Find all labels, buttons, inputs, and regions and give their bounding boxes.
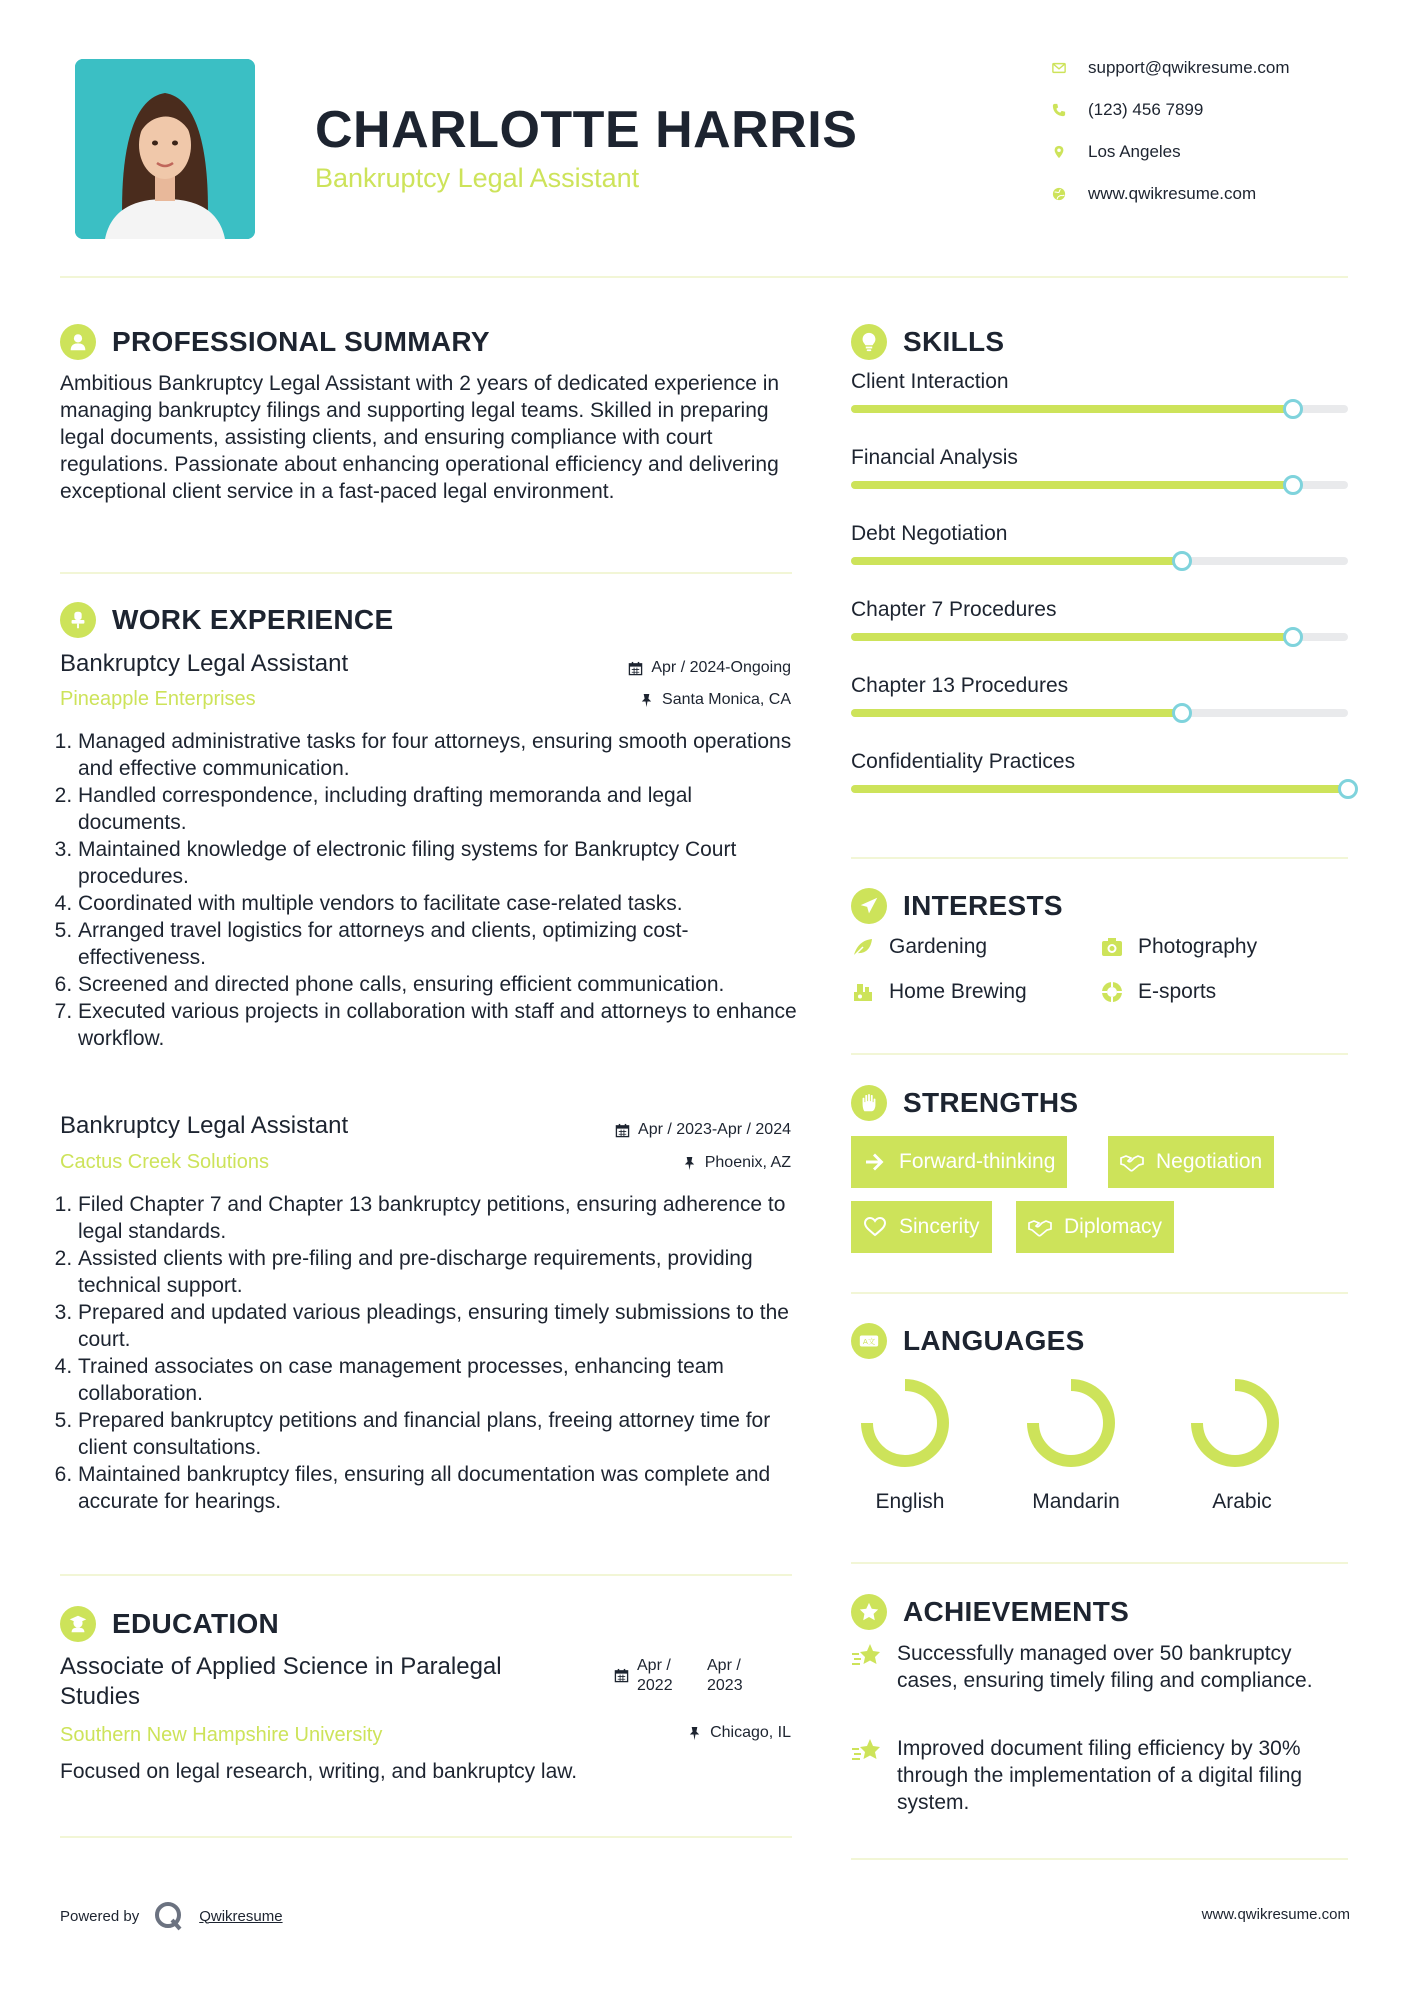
skill-name: Confidentiality Practices bbox=[851, 750, 1076, 773]
skill-bar-track bbox=[851, 709, 1348, 717]
interest-item-esports bbox=[1100, 980, 1216, 1004]
interests-divider bbox=[851, 1053, 1348, 1055]
gamepad-icon bbox=[1100, 980, 1124, 1004]
strengths-divider bbox=[851, 1292, 1348, 1294]
education-dates bbox=[614, 1656, 769, 1696]
contact-email[interactable] bbox=[1052, 58, 1352, 78]
interest-item-photography bbox=[1100, 935, 1257, 959]
experience-divider bbox=[60, 1574, 792, 1576]
education-start: Apr / 2022 bbox=[637, 1657, 673, 1694]
strength-label: Diplomacy bbox=[1064, 1215, 1163, 1238]
handshake-icon bbox=[1028, 1215, 1052, 1239]
strength-chip-negotiation bbox=[1108, 1136, 1274, 1188]
job-1-date-text: Apr / 2024-Ongoing bbox=[651, 659, 791, 676]
languages-heading-text: LANGUAGES bbox=[903, 1325, 1085, 1356]
skill-bar-track bbox=[851, 633, 1348, 641]
language-level-arc bbox=[867, 1385, 943, 1461]
hand-icon bbox=[851, 1085, 887, 1121]
language-name: Arabic bbox=[1212, 1490, 1272, 1513]
job-1-title: Bankruptcy Legal Assistant bbox=[60, 650, 349, 677]
calendar-icon bbox=[614, 1668, 629, 1683]
experience-heading bbox=[60, 602, 393, 638]
skill-name: Financial Analysis bbox=[851, 446, 1018, 469]
achievement-text: Improved document filing efficiency by 30% through the implementation of a digital filing system. bbox=[897, 1737, 1303, 1814]
achievement-item-1 bbox=[851, 1640, 1348, 1694]
education-heading bbox=[60, 1606, 279, 1642]
list-item: 5. Arranged travel logistics for attorneys and clients, optimizing cost-effectiveness. bbox=[78, 917, 800, 971]
list-item: 2. Handled correspondence, including drafting memoranda and legal documents. bbox=[78, 782, 800, 836]
achievement-item-2 bbox=[851, 1735, 1348, 1816]
skill-bar-knob bbox=[1172, 703, 1192, 723]
achievements-heading bbox=[851, 1594, 1129, 1630]
job-2-date bbox=[615, 1121, 791, 1139]
skill-name: Chapter 13 Procedures bbox=[851, 674, 1069, 697]
skills-list bbox=[851, 370, 1348, 826]
skill-bar-fill bbox=[851, 557, 1182, 565]
header-divider bbox=[60, 276, 1348, 278]
strength-chip-forward-thinking bbox=[851, 1136, 1067, 1188]
skill-bar-knob bbox=[1283, 627, 1303, 647]
svg-text:A文: A文 bbox=[862, 1337, 876, 1347]
education-description: Focused on legal research, writing, and bankruptcy law. bbox=[60, 1760, 578, 1783]
summary-text: Ambitious Bankruptcy Legal Assistant with 2 years of dedicated experience in managing bankruptcy filings and supporting legal teams. Skilled in preparing legal documents, assisting clients, and ensuring compliance with court regulations. Passionate about enhancing operational efficiency and delivering exceptional client service in a fast-paced legal environment. bbox=[60, 372, 780, 503]
skill-bar-knob bbox=[1338, 779, 1358, 799]
language-icon bbox=[851, 1323, 887, 1359]
job-1-location-text: Santa Monica, CA bbox=[662, 691, 791, 708]
strengths-heading bbox=[851, 1085, 1078, 1121]
job-1-company: Pineapple Enterprises bbox=[60, 688, 256, 710]
job-2-title: Bankruptcy Legal Assistant bbox=[60, 1112, 349, 1139]
skill-bar-fill bbox=[851, 785, 1348, 793]
strength-label: Forward-thinking bbox=[899, 1150, 1056, 1173]
skill-bar-fill bbox=[851, 633, 1293, 641]
heart-icon bbox=[863, 1215, 887, 1239]
interests-heading-text: INTERESTS bbox=[903, 890, 1063, 921]
list-item: 4. Coordinated with multiple vendors to facilitate case-related tasks. bbox=[78, 890, 800, 917]
strength-label: Sincerity bbox=[899, 1215, 980, 1238]
skills-divider bbox=[851, 857, 1348, 859]
contact-website[interactable] bbox=[1052, 184, 1352, 204]
list-item: 4. Trained associates on case management processes, enhancing team collaboration. bbox=[78, 1353, 800, 1407]
job-1-location bbox=[639, 691, 791, 709]
person-icon bbox=[60, 324, 96, 360]
interest-label: Gardening bbox=[889, 935, 988, 958]
interest-label: Home Brewing bbox=[889, 980, 1027, 1003]
language-ring bbox=[860, 1378, 950, 1468]
shooting-star-icon bbox=[851, 1737, 883, 1765]
summary-heading-text: PROFESSIONAL SUMMARY bbox=[112, 326, 490, 357]
leaf-icon bbox=[851, 935, 875, 959]
map-pin-icon bbox=[1052, 145, 1066, 159]
education-school: Southern New Hampshire University bbox=[60, 1724, 383, 1746]
language-level-arc bbox=[1197, 1385, 1273, 1461]
education-location bbox=[687, 1724, 791, 1742]
list-item: 3. Maintained knowledge of electronic filing systems for Bankruptcy Court procedures. bbox=[78, 836, 800, 890]
language-ring bbox=[1026, 1378, 1116, 1468]
skill-bar-track bbox=[851, 405, 1348, 413]
paper-plane-icon bbox=[851, 888, 887, 924]
skill-bar-knob bbox=[1172, 551, 1192, 571]
job-2-bullets bbox=[60, 1191, 800, 1515]
language-item-english bbox=[860, 1378, 950, 1473]
experience-heading-text: WORK EXPERIENCE bbox=[112, 604, 394, 635]
contact-phone-text: (123) 456 7899 bbox=[1088, 100, 1204, 119]
list-item: 6. Maintained bankruptcy files, ensuring all documentation was complete and accurate for hearings. bbox=[78, 1461, 800, 1515]
achievements-divider bbox=[851, 1858, 1348, 1860]
job-2-location-text: Phoenix, AZ bbox=[704, 1154, 791, 1171]
language-item-arabic bbox=[1190, 1378, 1280, 1473]
list-item: 1. Managed administrative tasks for four attorneys, ensuring smooth operations and effective communication. bbox=[78, 728, 800, 782]
qwikresume-logo-icon bbox=[153, 1900, 185, 1932]
language-ring bbox=[1190, 1378, 1280, 1468]
globe-icon bbox=[1052, 187, 1066, 201]
skill-name: Debt Negotiation bbox=[851, 522, 1008, 545]
job-1-date bbox=[628, 659, 791, 677]
briefcase-icon bbox=[60, 602, 96, 638]
skill-bar-fill bbox=[851, 709, 1182, 717]
contact-phone[interactable] bbox=[1052, 100, 1352, 120]
calendar-icon bbox=[615, 1123, 630, 1138]
strengths-heading-text: STRENGTHS bbox=[903, 1087, 1079, 1118]
interest-label: E-sports bbox=[1138, 980, 1217, 1003]
footer-branding bbox=[60, 1900, 283, 1932]
pushpin-icon bbox=[682, 1156, 697, 1171]
skill-bar-track bbox=[851, 557, 1348, 565]
languages-divider bbox=[851, 1562, 1348, 1564]
portrait-illustration bbox=[75, 59, 255, 239]
pushpin-icon bbox=[687, 1726, 702, 1741]
language-name: English bbox=[875, 1490, 945, 1513]
brewing-icon bbox=[851, 980, 875, 1004]
language-level-arc bbox=[1033, 1385, 1109, 1461]
education-degree: Associate of Applied Science in Paralegal Studies bbox=[60, 1653, 502, 1710]
interest-item-gardening bbox=[851, 935, 987, 959]
job-2-company: Cactus Creek Solutions bbox=[60, 1151, 269, 1173]
list-item: 1. Filed Chapter 7 and Chapter 13 bankruptcy petitions, ensuring adherence to legal standards. bbox=[78, 1191, 800, 1245]
contact-location-text: Los Angeles bbox=[1088, 142, 1181, 161]
contact-website-text: www.qwikresume.com bbox=[1088, 184, 1257, 203]
qwikresume-link[interactable]: Qwikresume bbox=[199, 1907, 283, 1925]
education-location-text: Chicago, IL bbox=[710, 1724, 791, 1741]
envelope-icon bbox=[1052, 61, 1066, 75]
skill-bar-knob bbox=[1283, 399, 1303, 419]
language-item-mandarin bbox=[1026, 1378, 1116, 1473]
phone-icon bbox=[1052, 103, 1066, 117]
job-2-date-text: Apr / 2023-Apr / 2024 bbox=[638, 1121, 791, 1138]
lightbulb-icon bbox=[851, 324, 887, 360]
language-name: Mandarin bbox=[1032, 1490, 1120, 1513]
interests-heading bbox=[851, 888, 1063, 924]
skill-name: Client Interaction bbox=[851, 370, 1009, 393]
list-item: 5. Prepared bankruptcy petitions and financial plans, freeing attorney time for client consultations. bbox=[78, 1407, 800, 1461]
shooting-star-icon bbox=[851, 1642, 883, 1670]
strength-chip-diplomacy bbox=[1016, 1201, 1174, 1253]
arrow-right-icon bbox=[863, 1150, 887, 1174]
skills-heading-text: SKILLS bbox=[903, 326, 1005, 357]
footer-website[interactable]: www.qwikresume.com bbox=[1201, 1906, 1350, 1923]
calendar-icon bbox=[628, 661, 643, 676]
education-heading-text: EDUCATION bbox=[112, 1608, 280, 1639]
education-end: Apr / 2023 bbox=[707, 1657, 743, 1694]
camera-icon bbox=[1100, 935, 1124, 959]
skill-bar-knob bbox=[1283, 475, 1303, 495]
skill-bar-track bbox=[851, 785, 1348, 793]
graduate-icon bbox=[60, 1606, 96, 1642]
list-item: 7. Executed various projects in collaboration with staff and attorneys to enhance workflow. bbox=[78, 998, 800, 1052]
skill-name: Chapter 7 Procedures bbox=[851, 598, 1057, 621]
skill-bar-fill bbox=[851, 481, 1293, 489]
handshake-icon bbox=[1120, 1150, 1144, 1174]
candidate-name: CHARLOTTE HARRIS bbox=[315, 101, 858, 159]
job-2-location bbox=[682, 1154, 791, 1172]
skills-heading bbox=[851, 324, 1004, 360]
list-item: 3. Prepared and updated various pleadings, ensuring timely submissions to the court. bbox=[78, 1299, 800, 1353]
candidate-title: Bankruptcy Legal Assistant bbox=[315, 163, 640, 193]
summary-heading bbox=[60, 324, 490, 360]
pushpin-icon bbox=[639, 693, 654, 708]
languages-heading bbox=[851, 1323, 1085, 1359]
profile-photo bbox=[75, 59, 255, 239]
interest-item-home-brewing bbox=[851, 980, 1027, 1004]
contact-email-text: support@qwikresume.com bbox=[1088, 58, 1290, 77]
strength-label: Negotiation bbox=[1156, 1150, 1263, 1173]
interest-label: Photography bbox=[1138, 935, 1258, 958]
powered-by-text: Powered by bbox=[60, 1907, 140, 1925]
education-divider bbox=[60, 1836, 792, 1838]
skill-bar-track bbox=[851, 481, 1348, 489]
achievements-heading-text: ACHIEVEMENTS bbox=[903, 1596, 1130, 1627]
job-1-bullets bbox=[60, 728, 800, 1052]
star-badge-icon bbox=[851, 1594, 887, 1630]
contact-location bbox=[1052, 142, 1352, 162]
summary-divider bbox=[60, 572, 792, 574]
skill-bar-fill bbox=[851, 405, 1293, 413]
list-item: 2. Assisted clients with pre-filing and pre-discharge requirements, providing technical support. bbox=[78, 1245, 800, 1299]
achievement-text: Successfully managed over 50 bankruptcy cases, ensuring timely filing and compliance. bbox=[897, 1642, 1313, 1692]
list-item: 6. Screened and directed phone calls, ensuring efficient communication. bbox=[78, 971, 800, 998]
strength-chip-sincerity bbox=[851, 1201, 992, 1253]
